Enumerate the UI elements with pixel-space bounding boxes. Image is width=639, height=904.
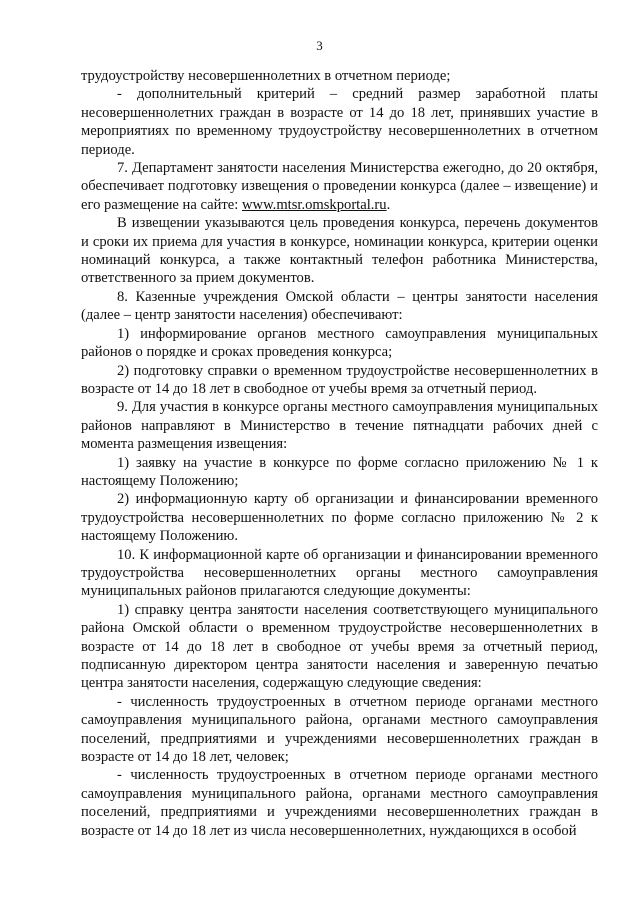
document-body <box>81 67 598 840</box>
paragraph: трудоустройству несовершеннолетних в отчетном периоде; <box>81 68 451 84</box>
paragraph: - численность трудоустроенных в отчетном периоде органами местного самоуправления муниципального района, органами местного самоуправления поселений, предприятиями и учреждениями несовершеннолетних граждан в возрасте от 14 до 18 лет, человек; <box>81 693 598 766</box>
paragraph: 10. К информационной карте об организации и финансировании временного трудоустройства несовершеннолетних органы местного самоуправления муниципальных районов прилагаются следующие документы: <box>81 546 598 600</box>
paragraph-text: . <box>386 196 391 213</box>
paragraph-text: 7. Департамент занятости населения Министерства ежегодно, до 20 октября, обеспечивает подготовку извещения о проведении конкурса (далее – извещение) и его размещение на сайте: <box>81 160 598 213</box>
paragraph: 9. Для участия в конкурсе органы местного самоуправления муниципальных районов направляют в Министерство в течение пятнадцати рабочих дней с момента размещения извещения: <box>81 399 598 453</box>
paragraph: - дополнительный критерий – средний размер заработной платы несовершеннолетних граждан в возрасте от 14 до 18 лет, принявших участие в мероприятиях по временному трудоустройству несовершеннолетних в отчетном периоде. <box>81 86 598 158</box>
paragraph <box>81 159 598 214</box>
page-number: 3 <box>316 38 323 53</box>
paragraph: 1) справку центра занятости населения соответствующего муниципального района Омской области о временном трудоустройстве несовершеннолетних в возрасте от 14 до 18 лет в свободное от учебы время за отчетный период, подписанную директором центра занятости населения и заверенную печатью центра занятости населения, содержащую следующие сведения: <box>81 601 598 692</box>
paragraph: 8. Казенные учреждения Омской области – центры занятости населения (далее – центр занятости населения) обеспечивают: <box>81 288 598 324</box>
paragraph: 2) подготовку справки о временном трудоустройстве несовершеннолетних в возрасте от 14 до 18 лет в свободное от учебы время за отчетный период. <box>81 362 598 397</box>
paragraph: - численность трудоустроенных в отчетном периоде органами местного самоуправления муниципального района, органами местного самоуправления поселений, предприятиями и учреждениями несовершеннолетних граждан в возрасте от 14 до 18 лет из числа несовершеннолетних, нуждающихся в особой <box>81 767 598 839</box>
website-link[interactable]: www.mtsr.omskportal.ru <box>242 196 387 213</box>
paragraph: 1) информирование органов местного самоуправления муниципальных районов о порядке и сроках проведения конкурса; <box>81 325 598 361</box>
paragraph: В извещении указываются цель проведения конкурса, перечень документов и сроки их приема для участия в конкурсе, номинации конкурса, критерии оценки номинаций конкурса, а также контактный телефон работника Министерства, ответственного за прием документов. <box>81 215 598 287</box>
paragraph: 2) информационную карту об организации и финансировании временного трудоустройства несовершеннолетних по форме согласно приложению № 2 к настоящему Положению. <box>81 491 598 545</box>
paragraph: 1) заявку на участие в конкурсе по форме согласно приложению № 1 к настоящему Положению; <box>81 454 598 489</box>
